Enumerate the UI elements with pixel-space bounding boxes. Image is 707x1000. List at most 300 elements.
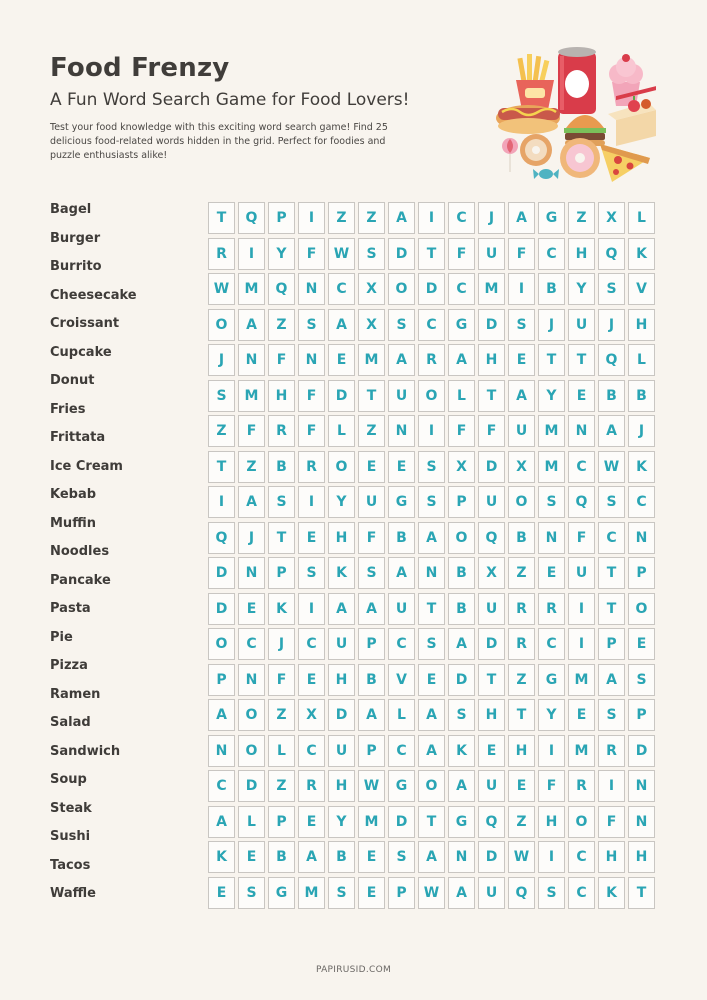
grid-cell[interactable]: X (508, 451, 535, 483)
grid-cell[interactable]: T (508, 699, 535, 731)
grid-cell[interactable]: B (358, 664, 385, 696)
grid-cell[interactable]: A (508, 202, 535, 234)
grid-cell[interactable]: D (478, 628, 505, 660)
grid-cell[interactable]: G (268, 877, 295, 909)
grid-cell[interactable]: E (358, 877, 385, 909)
grid-cell[interactable]: S (238, 877, 265, 909)
grid-cell[interactable]: R (568, 770, 595, 802)
grid-cell[interactable]: A (328, 309, 355, 341)
grid-cell[interactable]: D (478, 451, 505, 483)
grid-cell[interactable]: N (628, 770, 655, 802)
grid-cell[interactable]: E (388, 451, 415, 483)
grid-cell[interactable]: T (208, 202, 235, 234)
grid-cell[interactable]: Q (508, 877, 535, 909)
grid-cell[interactable]: I (418, 202, 445, 234)
grid-cell[interactable]: A (328, 593, 355, 625)
grid-cell[interactable]: H (328, 770, 355, 802)
grid-cell[interactable]: J (628, 415, 655, 447)
grid-cell[interactable]: T (568, 344, 595, 376)
grid-cell[interactable]: T (478, 664, 505, 696)
grid-cell[interactable]: R (298, 770, 325, 802)
grid-cell[interactable]: A (418, 735, 445, 767)
grid-cell[interactable]: E (628, 628, 655, 660)
grid-cell[interactable]: U (478, 770, 505, 802)
grid-cell[interactable]: S (628, 664, 655, 696)
grid-cell[interactable]: N (298, 273, 325, 305)
grid-cell[interactable]: S (418, 451, 445, 483)
grid-cell[interactable]: F (268, 344, 295, 376)
grid-cell[interactable]: D (628, 735, 655, 767)
grid-cell[interactable]: K (448, 735, 475, 767)
grid-cell[interactable]: M (238, 380, 265, 412)
grid-cell[interactable]: M (358, 344, 385, 376)
grid-cell[interactable]: U (328, 735, 355, 767)
grid-cell[interactable]: Q (598, 344, 625, 376)
grid-cell[interactable]: A (508, 380, 535, 412)
grid-cell[interactable]: Z (508, 664, 535, 696)
grid-cell[interactable]: E (208, 877, 235, 909)
grid-cell[interactable]: Q (268, 273, 295, 305)
grid-cell[interactable]: H (268, 380, 295, 412)
grid-cell[interactable]: M (538, 415, 565, 447)
grid-cell[interactable]: Q (238, 202, 265, 234)
grid-cell[interactable]: W (328, 238, 355, 270)
grid-cell[interactable]: U (358, 486, 385, 518)
grid-cell[interactable]: I (298, 202, 325, 234)
grid-cell[interactable]: R (508, 593, 535, 625)
grid-cell[interactable]: C (448, 202, 475, 234)
grid-cell[interactable]: D (208, 557, 235, 589)
grid-cell[interactable]: F (598, 806, 625, 838)
grid-cell[interactable]: E (568, 699, 595, 731)
grid-cell[interactable]: R (208, 238, 235, 270)
grid-cell[interactable]: C (568, 877, 595, 909)
grid-cell[interactable]: X (478, 557, 505, 589)
grid-cell[interactable]: T (268, 522, 295, 554)
grid-cell[interactable]: H (328, 522, 355, 554)
grid-cell[interactable]: A (238, 486, 265, 518)
grid-cell[interactable]: M (298, 877, 325, 909)
grid-cell[interactable]: W (358, 770, 385, 802)
grid-cell[interactable]: N (238, 664, 265, 696)
grid-cell[interactable]: P (208, 664, 235, 696)
grid-cell[interactable]: G (388, 486, 415, 518)
grid-cell[interactable]: U (568, 557, 595, 589)
grid-cell[interactable]: H (628, 309, 655, 341)
grid-cell[interactable]: E (508, 344, 535, 376)
grid-cell[interactable]: I (598, 770, 625, 802)
grid-cell[interactable]: E (538, 557, 565, 589)
grid-cell[interactable]: L (238, 806, 265, 838)
grid-cell[interactable]: B (328, 841, 355, 873)
grid-cell[interactable]: X (358, 309, 385, 341)
grid-cell[interactable]: T (598, 593, 625, 625)
grid-cell[interactable]: A (598, 664, 625, 696)
grid-cell[interactable]: E (418, 664, 445, 696)
grid-cell[interactable]: Q (568, 486, 595, 518)
grid-cell[interactable]: J (478, 202, 505, 234)
grid-cell[interactable]: I (418, 415, 445, 447)
grid-cell[interactable]: H (508, 735, 535, 767)
grid-cell[interactable]: K (598, 877, 625, 909)
grid-cell[interactable]: H (598, 841, 625, 873)
grid-cell[interactable]: R (508, 628, 535, 660)
grid-cell[interactable]: N (628, 522, 655, 554)
grid-cell[interactable]: F (358, 522, 385, 554)
grid-cell[interactable]: E (568, 380, 595, 412)
grid-cell[interactable]: B (448, 557, 475, 589)
grid-cell[interactable]: X (598, 202, 625, 234)
grid-cell[interactable]: H (328, 664, 355, 696)
grid-cell[interactable]: P (448, 486, 475, 518)
grid-cell[interactable]: I (508, 273, 535, 305)
grid-cell[interactable]: H (478, 344, 505, 376)
grid-cell[interactable]: A (208, 699, 235, 731)
grid-cell[interactable]: O (238, 699, 265, 731)
grid-cell[interactable]: E (298, 522, 325, 554)
grid-cell[interactable]: E (238, 593, 265, 625)
grid-cell[interactable]: Y (268, 238, 295, 270)
grid-cell[interactable]: N (448, 841, 475, 873)
grid-cell[interactable]: F (298, 238, 325, 270)
grid-cell[interactable]: C (568, 841, 595, 873)
grid-cell[interactable]: B (268, 451, 295, 483)
grid-cell[interactable]: P (358, 735, 385, 767)
grid-cell[interactable]: U (478, 238, 505, 270)
grid-cell[interactable]: E (238, 841, 265, 873)
grid-cell[interactable]: W (508, 841, 535, 873)
grid-cell[interactable]: I (568, 628, 595, 660)
grid-cell[interactable]: V (388, 664, 415, 696)
grid-cell[interactable]: B (538, 273, 565, 305)
grid-cell[interactable]: C (568, 451, 595, 483)
grid-cell[interactable]: H (628, 841, 655, 873)
grid-cell[interactable]: N (628, 806, 655, 838)
grid-cell[interactable]: T (478, 380, 505, 412)
grid-cell[interactable]: B (598, 380, 625, 412)
grid-cell[interactable]: N (538, 522, 565, 554)
grid-cell[interactable]: O (418, 380, 445, 412)
grid-cell[interactable]: L (268, 735, 295, 767)
grid-cell[interactable]: K (208, 841, 235, 873)
grid-cell[interactable]: S (598, 273, 625, 305)
grid-cell[interactable]: G (538, 664, 565, 696)
grid-cell[interactable]: R (268, 415, 295, 447)
grid-cell[interactable]: T (418, 238, 445, 270)
grid-cell[interactable]: D (328, 699, 355, 731)
grid-cell[interactable]: N (238, 344, 265, 376)
grid-cell[interactable]: O (448, 522, 475, 554)
grid-cell[interactable]: C (628, 486, 655, 518)
grid-cell[interactable]: D (238, 770, 265, 802)
grid-cell[interactable]: D (388, 238, 415, 270)
grid-cell[interactable]: N (298, 344, 325, 376)
grid-cell[interactable]: I (538, 841, 565, 873)
grid-cell[interactable]: O (238, 735, 265, 767)
grid-cell[interactable]: O (508, 486, 535, 518)
grid-cell[interactable]: J (598, 309, 625, 341)
grid-cell[interactable]: T (208, 451, 235, 483)
grid-cell[interactable]: U (508, 415, 535, 447)
grid-cell[interactable]: D (448, 664, 475, 696)
grid-cell[interactable]: N (388, 415, 415, 447)
grid-cell[interactable]: E (508, 770, 535, 802)
grid-cell[interactable]: T (418, 806, 445, 838)
grid-cell[interactable]: L (388, 699, 415, 731)
grid-cell[interactable]: F (238, 415, 265, 447)
grid-cell[interactable]: K (268, 593, 295, 625)
grid-cell[interactable]: E (358, 451, 385, 483)
grid-cell[interactable]: S (508, 309, 535, 341)
grid-cell[interactable]: C (298, 628, 325, 660)
grid-cell[interactable]: Q (598, 238, 625, 270)
grid-cell[interactable]: N (568, 415, 595, 447)
grid-cell[interactable]: Y (328, 486, 355, 518)
grid-cell[interactable]: W (598, 451, 625, 483)
grid-cell[interactable]: P (268, 557, 295, 589)
grid-cell[interactable]: O (208, 309, 235, 341)
grid-cell[interactable]: O (628, 593, 655, 625)
grid-cell[interactable]: U (388, 593, 415, 625)
grid-cell[interactable]: G (538, 202, 565, 234)
grid-cell[interactable]: B (628, 380, 655, 412)
grid-cell[interactable]: P (268, 806, 295, 838)
grid-cell[interactable]: F (268, 664, 295, 696)
grid-cell[interactable]: Z (508, 806, 535, 838)
grid-cell[interactable]: D (418, 273, 445, 305)
grid-cell[interactable]: U (328, 628, 355, 660)
grid-cell[interactable]: M (358, 806, 385, 838)
grid-cell[interactable]: I (568, 593, 595, 625)
grid-cell[interactable]: N (208, 735, 235, 767)
grid-cell[interactable]: O (568, 806, 595, 838)
grid-cell[interactable]: X (358, 273, 385, 305)
grid-cell[interactable]: S (388, 309, 415, 341)
grid-cell[interactable]: F (448, 238, 475, 270)
grid-cell[interactable]: C (418, 309, 445, 341)
grid-cell[interactable]: S (598, 486, 625, 518)
grid-cell[interactable]: J (268, 628, 295, 660)
grid-cell[interactable]: K (328, 557, 355, 589)
grid-cell[interactable]: Z (268, 770, 295, 802)
grid-cell[interactable]: S (388, 841, 415, 873)
grid-cell[interactable]: P (268, 202, 295, 234)
grid-cell[interactable]: A (448, 877, 475, 909)
grid-cell[interactable]: N (238, 557, 265, 589)
word-search-grid[interactable] (208, 202, 655, 909)
grid-cell[interactable]: I (238, 238, 265, 270)
grid-cell[interactable]: S (298, 309, 325, 341)
grid-cell[interactable]: S (418, 628, 445, 660)
grid-cell[interactable]: E (478, 735, 505, 767)
grid-cell[interactable]: J (238, 522, 265, 554)
grid-cell[interactable]: U (388, 380, 415, 412)
grid-cell[interactable]: Q (478, 522, 505, 554)
grid-cell[interactable]: A (208, 806, 235, 838)
grid-cell[interactable]: R (538, 593, 565, 625)
grid-cell[interactable]: I (538, 735, 565, 767)
grid-cell[interactable]: M (238, 273, 265, 305)
grid-cell[interactable]: L (628, 344, 655, 376)
grid-cell[interactable]: O (208, 628, 235, 660)
grid-cell[interactable]: U (478, 877, 505, 909)
grid-cell[interactable]: F (478, 415, 505, 447)
grid-cell[interactable]: C (598, 522, 625, 554)
grid-cell[interactable]: Y (538, 380, 565, 412)
grid-cell[interactable]: G (388, 770, 415, 802)
grid-cell[interactable]: T (418, 593, 445, 625)
grid-cell[interactable]: P (628, 557, 655, 589)
grid-cell[interactable]: S (538, 877, 565, 909)
grid-cell[interactable]: U (568, 309, 595, 341)
grid-cell[interactable]: F (448, 415, 475, 447)
grid-cell[interactable]: A (358, 593, 385, 625)
grid-cell[interactable]: A (598, 415, 625, 447)
grid-cell[interactable]: T (598, 557, 625, 589)
grid-cell[interactable]: X (448, 451, 475, 483)
grid-cell[interactable]: M (478, 273, 505, 305)
grid-cell[interactable]: P (388, 877, 415, 909)
grid-cell[interactable]: C (208, 770, 235, 802)
grid-cell[interactable]: R (418, 344, 445, 376)
grid-cell[interactable]: A (448, 770, 475, 802)
grid-cell[interactable]: T (628, 877, 655, 909)
grid-cell[interactable]: A (418, 841, 445, 873)
grid-cell[interactable]: H (478, 699, 505, 731)
grid-cell[interactable]: X (298, 699, 325, 731)
grid-cell[interactable]: C (538, 628, 565, 660)
grid-cell[interactable]: E (328, 344, 355, 376)
grid-cell[interactable]: P (598, 628, 625, 660)
grid-cell[interactable]: S (448, 699, 475, 731)
grid-cell[interactable]: N (418, 557, 445, 589)
grid-cell[interactable]: C (298, 735, 325, 767)
grid-cell[interactable]: D (478, 841, 505, 873)
grid-cell[interactable]: A (448, 628, 475, 660)
grid-cell[interactable]: K (628, 451, 655, 483)
grid-cell[interactable]: J (208, 344, 235, 376)
grid-cell[interactable]: F (538, 770, 565, 802)
grid-cell[interactable]: S (358, 238, 385, 270)
grid-cell[interactable]: Y (538, 699, 565, 731)
grid-cell[interactable]: Z (568, 202, 595, 234)
grid-cell[interactable]: S (298, 557, 325, 589)
grid-cell[interactable]: T (538, 344, 565, 376)
grid-cell[interactable]: F (298, 380, 325, 412)
grid-cell[interactable]: I (298, 593, 325, 625)
grid-cell[interactable]: G (448, 309, 475, 341)
grid-cell[interactable]: S (268, 486, 295, 518)
grid-cell[interactable]: Q (478, 806, 505, 838)
grid-cell[interactable]: C (448, 273, 475, 305)
grid-cell[interactable]: F (508, 238, 535, 270)
grid-cell[interactable]: Z (358, 415, 385, 447)
grid-cell[interactable]: A (358, 699, 385, 731)
grid-cell[interactable]: C (388, 735, 415, 767)
grid-cell[interactable]: W (418, 877, 445, 909)
grid-cell[interactable]: Z (508, 557, 535, 589)
grid-cell[interactable]: F (298, 415, 325, 447)
grid-cell[interactable]: A (298, 841, 325, 873)
grid-cell[interactable]: S (598, 699, 625, 731)
grid-cell[interactable]: E (298, 664, 325, 696)
grid-cell[interactable]: L (448, 380, 475, 412)
grid-cell[interactable]: D (328, 380, 355, 412)
grid-cell[interactable]: F (568, 522, 595, 554)
grid-cell[interactable]: O (388, 273, 415, 305)
grid-cell[interactable]: C (328, 273, 355, 305)
grid-cell[interactable]: L (328, 415, 355, 447)
grid-cell[interactable]: M (568, 664, 595, 696)
grid-cell[interactable]: H (568, 238, 595, 270)
grid-cell[interactable]: Z (238, 451, 265, 483)
grid-cell[interactable]: O (418, 770, 445, 802)
grid-cell[interactable]: Z (328, 202, 355, 234)
grid-cell[interactable]: W (208, 273, 235, 305)
grid-cell[interactable]: D (208, 593, 235, 625)
grid-cell[interactable]: I (208, 486, 235, 518)
grid-cell[interactable]: S (208, 380, 235, 412)
grid-cell[interactable]: K (628, 238, 655, 270)
grid-cell[interactable]: R (598, 735, 625, 767)
grid-cell[interactable]: A (238, 309, 265, 341)
grid-cell[interactable]: H (538, 806, 565, 838)
grid-cell[interactable]: T (358, 380, 385, 412)
grid-cell[interactable]: C (388, 628, 415, 660)
grid-cell[interactable]: B (448, 593, 475, 625)
grid-cell[interactable]: U (478, 593, 505, 625)
grid-cell[interactable]: S (328, 877, 355, 909)
grid-cell[interactable]: S (538, 486, 565, 518)
grid-cell[interactable]: E (358, 841, 385, 873)
grid-cell[interactable]: A (418, 699, 445, 731)
grid-cell[interactable]: J (538, 309, 565, 341)
grid-cell[interactable]: P (628, 699, 655, 731)
grid-cell[interactable]: B (388, 522, 415, 554)
grid-cell[interactable]: Y (328, 806, 355, 838)
grid-cell[interactable]: S (358, 557, 385, 589)
grid-cell[interactable]: A (388, 557, 415, 589)
grid-cell[interactable]: Z (268, 309, 295, 341)
grid-cell[interactable]: E (298, 806, 325, 838)
grid-cell[interactable]: Z (268, 699, 295, 731)
grid-cell[interactable]: B (268, 841, 295, 873)
grid-cell[interactable]: O (328, 451, 355, 483)
grid-cell[interactable]: C (238, 628, 265, 660)
grid-cell[interactable]: R (298, 451, 325, 483)
grid-cell[interactable]: S (418, 486, 445, 518)
grid-cell[interactable]: M (568, 735, 595, 767)
grid-cell[interactable]: V (628, 273, 655, 305)
grid-cell[interactable]: D (478, 309, 505, 341)
grid-cell[interactable]: P (358, 628, 385, 660)
grid-cell[interactable]: A (448, 344, 475, 376)
grid-cell[interactable]: Z (208, 415, 235, 447)
grid-cell[interactable]: U (478, 486, 505, 518)
grid-cell[interactable]: A (388, 344, 415, 376)
grid-cell[interactable]: A (388, 202, 415, 234)
grid-cell[interactable]: M (538, 451, 565, 483)
grid-cell[interactable]: C (538, 238, 565, 270)
grid-cell[interactable]: L (628, 202, 655, 234)
grid-cell[interactable]: D (388, 806, 415, 838)
grid-cell[interactable]: Q (208, 522, 235, 554)
grid-cell[interactable]: A (418, 522, 445, 554)
grid-cell[interactable]: Y (568, 273, 595, 305)
grid-cell[interactable]: B (508, 522, 535, 554)
grid-cell[interactable]: Z (358, 202, 385, 234)
grid-cell[interactable]: I (298, 486, 325, 518)
